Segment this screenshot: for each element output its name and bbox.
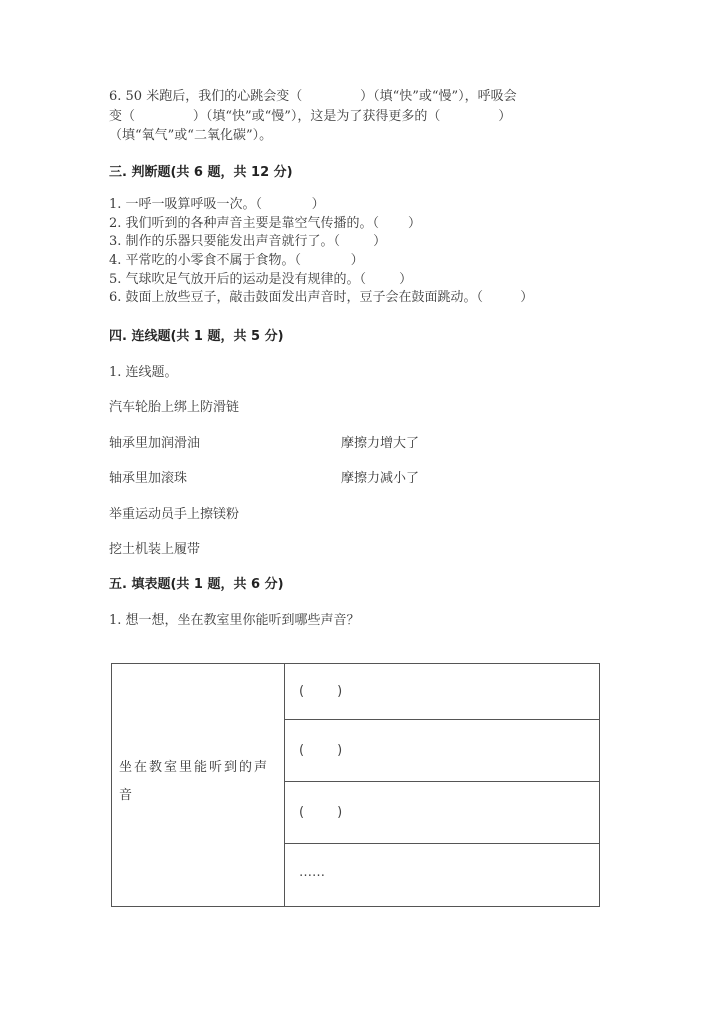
answer-row-3[interactable]: ( ): [285, 782, 599, 844]
matching-left-item-4: 举重运动员手上擦镁粉: [109, 507, 240, 522]
section-5-heading: 五. 填表题(共 1 题，共 6 分): [109, 577, 284, 592]
judge-item-4: 4. 平常吃的小零食不属于食物。（ ）: [109, 253, 364, 268]
matching-right-item-1: 摩擦力增大了: [341, 436, 420, 451]
judge-item-5: 5. 气球吹足气放开后的运动是没有规律的。（ ）: [109, 272, 413, 287]
matching-right-item-2: 摩擦力减小了: [341, 471, 420, 486]
table-label-cell: 坐在教室里能听到的声音: [112, 664, 285, 906]
matching-left-item-3: 轴承里加滚珠: [109, 471, 188, 486]
judge-item-1: 1. 一呼一吸算呼吸一次。（ ）: [109, 197, 325, 212]
section-4-heading: 四. 连线题(共 1 题，共 5 分): [109, 329, 284, 344]
sounds-table: [111, 663, 600, 907]
section-3-heading: 三. 判断题(共 6 题，共 12 分): [109, 165, 293, 180]
answer-row-2[interactable]: ( ): [285, 720, 599, 782]
answer-row-4[interactable]: ……: [299, 865, 325, 880]
judge-item-3: 3. 制作的乐器只要能发出声音就行了。（ ）: [109, 234, 387, 249]
judge-item-2: 2. 我们听到的各种声音主要是靠空气传播的。（ ）: [109, 216, 421, 231]
table-answer-column: [285, 664, 599, 906]
fill-in-q6-line-1: 6. 50 米跑后，我们的心跳会变（ ）（填“快”或“慢”），呼吸会: [109, 89, 517, 104]
table-question: 1. 想一想，坐在教室里你能听到哪些声音？: [109, 613, 360, 628]
matching-left-item-1: 汽车轮胎上绑上防滑链: [109, 400, 240, 415]
fill-in-q6-line-2: 变（ ）（填“快”或“慢”），这是为了获得更多的（ ）: [109, 109, 512, 124]
matching-left-item-5: 挖土机装上履带: [109, 542, 201, 557]
fill-in-q6-line-3: （填“氧气”或“二氧化碳”）。: [109, 128, 273, 143]
matching-left-item-2: 轴承里加润滑油: [109, 436, 201, 451]
matching-question: 1. 连线题。: [109, 365, 178, 380]
answer-row-1[interactable]: ( ): [285, 664, 599, 720]
judge-item-6: 6. 鼓面上放些豆子，敲击鼓面发出声音时，豆子会在鼓面跳动。（ ）: [109, 290, 534, 305]
